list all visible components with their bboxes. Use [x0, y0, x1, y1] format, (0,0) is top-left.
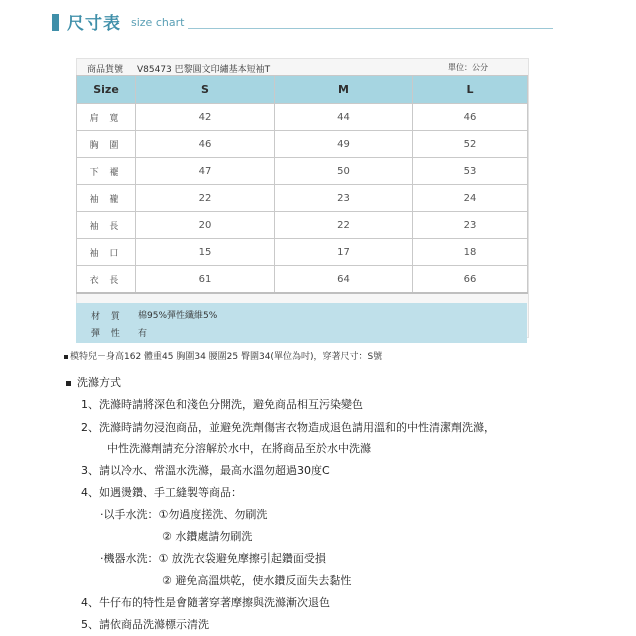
cell-m: 23: [275, 185, 413, 212]
cell-m: 64: [275, 266, 413, 294]
wash-line: 2、洗滌時請勿浸泡商品，並避免洗劑傷害衣物造成退色請用溫和的中性清潔劑洗滌，: [81, 421, 495, 434]
wash-line: 4、如遇燙鑽、手工縫製等商品：: [81, 486, 242, 499]
row-label: 袖 長: [77, 212, 136, 239]
cell-l: 18: [413, 239, 528, 266]
row-label: 袖 襱: [77, 185, 136, 212]
wash-line: ·以手水洗：①勿過度搓洗、勿刷洗: [100, 508, 268, 521]
product-code-label: 商品貨號: [87, 65, 124, 75]
table-row: [77, 212, 528, 239]
wash-line: 1、洗滌時請將深色和淺色分開洗，避免商品相互污染變色: [81, 398, 363, 411]
row-label: 衣 長: [77, 266, 136, 294]
bullet-square-icon: [64, 355, 68, 359]
wash-line: 4、牛仔布的特性是會隨著穿著摩擦與洗滌漸次退色: [81, 596, 330, 609]
material-value: 棉95%彈性纖維5%: [138, 311, 218, 321]
wash-title-text: 洗滌方式: [77, 376, 121, 389]
product-code: V85473 巴黎圓文印繡基本短袖T: [137, 65, 271, 75]
elasticity-label: 彈 性: [91, 329, 124, 339]
cell-m: 44: [275, 104, 413, 131]
cell-l: 24: [413, 185, 528, 212]
cell-s: 46: [136, 131, 275, 158]
material-label: 材 質: [91, 312, 124, 322]
size-l-header: L: [413, 76, 528, 104]
size-m-header: M: [275, 76, 413, 104]
cell-l: 46: [413, 104, 528, 131]
cell-m: 17: [275, 239, 413, 266]
row-label: 肩 寬: [77, 104, 136, 131]
cell-l: 52: [413, 131, 528, 158]
cell-l: 66: [413, 266, 528, 294]
cell-l: 23: [413, 212, 528, 239]
wash-line: ② 水鑽處請勿刷洗: [162, 530, 253, 543]
row-label: 下 襬: [77, 158, 136, 185]
cell-s: 22: [136, 185, 275, 212]
cell-s: 42: [136, 104, 275, 131]
cell-m: 49: [275, 131, 413, 158]
row-label: 胸 圍: [77, 131, 136, 158]
cell-l: 53: [413, 158, 528, 185]
cell-s: 47: [136, 158, 275, 185]
model-info-text: 模特兒－身高162 體重45 胸圍34 腰圍25 臀圍34(單位為吋)，穿著尺寸：S號: [70, 352, 383, 362]
header-divider: [188, 28, 553, 29]
table-row: [77, 104, 528, 131]
wash-section-title: [66, 374, 121, 390]
cell-s: 20: [136, 212, 275, 239]
wash-line: ·機器水洗：① 放洗衣袋避免摩擦引起鑽面受損: [100, 552, 326, 565]
table-row: [77, 266, 528, 294]
size-column-header: Size: [77, 76, 136, 104]
table-row: [77, 239, 528, 266]
wash-line: ② 避免高溫烘乾，使水鑽反面失去黏性: [162, 574, 352, 587]
size-s-header: S: [136, 76, 275, 104]
wash-line: 中性洗滌劑請充分溶解於水中，在將商品至於水中洗滌: [107, 442, 371, 455]
bullet-square-icon: [66, 381, 71, 386]
cell-s: 15: [136, 239, 275, 266]
page-title: 尺寸表: [67, 14, 121, 34]
cell-m: 50: [275, 158, 413, 185]
header-accent-bar: [52, 14, 59, 31]
wash-line: 3、請以冷水、常溫水洗滌，最高水溫勿超過30度C: [81, 464, 330, 477]
table-row: [77, 185, 528, 212]
size-header-row: [77, 76, 528, 104]
table-row: [77, 158, 528, 185]
wash-line: 5、請依商品洗滌標示清洗: [81, 618, 209, 631]
model-info: [64, 349, 382, 362]
unit-label: 單位：公分: [448, 63, 488, 72]
cell-s: 61: [136, 266, 275, 294]
row-label: 袖 口: [77, 239, 136, 266]
size-table: [76, 75, 528, 294]
elasticity-value: 有: [138, 329, 148, 339]
page-subtitle: size chart: [131, 16, 185, 29]
table-row: [77, 131, 528, 158]
cell-m: 22: [275, 212, 413, 239]
